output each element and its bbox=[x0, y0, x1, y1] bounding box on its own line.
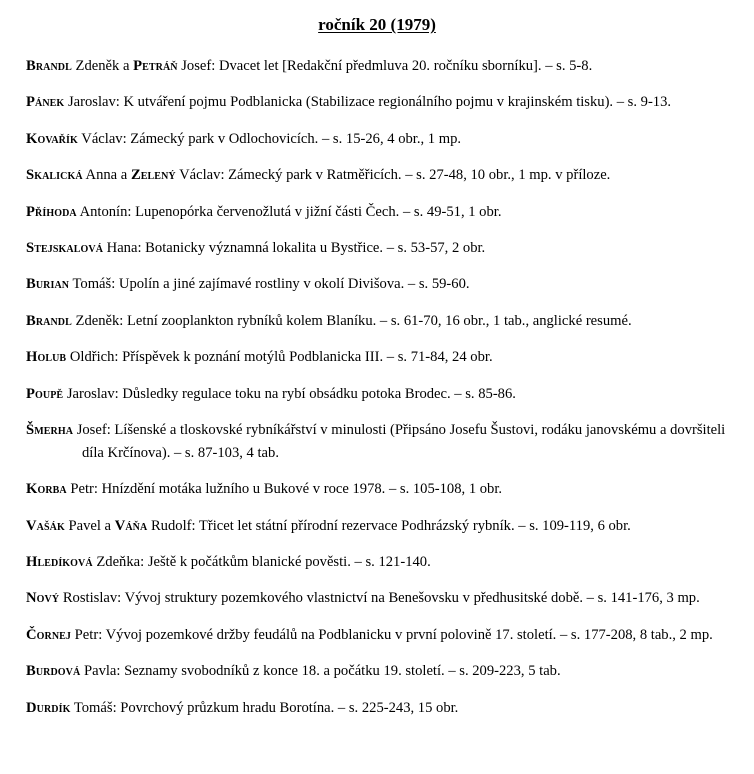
author-surname: Brandl bbox=[26, 312, 72, 329]
author-surname: Stejskalová bbox=[26, 239, 104, 256]
bibliography-entry bbox=[26, 55, 750, 78]
entry-text: Antonín: Lupenopórka červenožlutá v jižní části Čech. – s. 49-51, 1 obr. bbox=[76, 203, 502, 220]
volume-title-text: ročník 20 (1979) bbox=[318, 15, 436, 34]
author-surname: Poupě bbox=[26, 385, 64, 402]
author-surname: Příhoda bbox=[26, 203, 77, 220]
bibliography-entry bbox=[26, 551, 750, 574]
bibliography-entry bbox=[26, 128, 750, 151]
entry-text: Zdeněk a bbox=[71, 58, 134, 74]
bibliography-entry bbox=[26, 478, 750, 501]
entry-text: Rudolf: Třicet let státní přírodní rezervace Podhrázský rybník. – s. 109-119, 6 obr. bbox=[147, 517, 631, 534]
author-surname: Nový bbox=[26, 590, 60, 607]
bibliography-list bbox=[26, 55, 750, 733]
author-surname: Holub bbox=[26, 349, 67, 366]
bibliography-entry bbox=[26, 201, 750, 224]
author-surname: Skalická bbox=[26, 167, 83, 184]
entry-text: Petr: Vývoj pozemkové držby feudálů na Podblanicku v první polovině 17. století. – s. 177-208, 8 tab., 2 mp. bbox=[71, 626, 713, 643]
bibliography-entry bbox=[26, 91, 750, 114]
author-surname: Hledíková bbox=[26, 554, 93, 571]
bibliography-entry bbox=[26, 587, 750, 610]
bibliography-entry bbox=[26, 237, 750, 260]
bibliography-entry bbox=[26, 697, 750, 720]
bibliography-entry bbox=[26, 164, 750, 187]
author-surname: Petráň bbox=[133, 58, 178, 74]
author-surname: Čornej bbox=[26, 626, 72, 643]
bibliography-entry bbox=[26, 346, 750, 369]
entry-text: Tomáš: Upolín a jiné zajímavé rostliny v okolí Divišova. – s. 59-60. bbox=[69, 276, 470, 293]
author-surname: Korba bbox=[26, 481, 67, 498]
author-surname: Pánek bbox=[26, 94, 65, 111]
author-surname: Brandl bbox=[26, 58, 72, 74]
author-surname: Váňa bbox=[114, 517, 148, 534]
author-surname: Šmerha bbox=[26, 421, 74, 438]
bibliography-entry bbox=[26, 310, 750, 333]
author-surname: Burian bbox=[26, 276, 70, 293]
bibliography-entry bbox=[26, 624, 750, 647]
entry-text: Josef: Dvacet let [Redakční předmluva 20. ročníku sborníku]. – s. 5-8. bbox=[177, 58, 593, 74]
author-surname: Durdík bbox=[26, 699, 71, 716]
entry-text: Václav: Zámecký park v Odlochovicích. – s. 15-26, 4 obr., 1 mp. bbox=[77, 130, 462, 147]
entry-text: Jaroslav: Důsledky regulace toku na rybí obsádku potoka Brodec. – s. 85-86. bbox=[63, 385, 516, 402]
bibliography-entry bbox=[26, 273, 750, 296]
entry-text: Anna a bbox=[82, 167, 131, 184]
entry-text: Tomáš: Povrchový průzkum hradu Borotína. – s. 225-243, 15 obr. bbox=[70, 699, 459, 716]
entry-text: Josef: Líšenské a tloskovské rybníkářství v minulosti (Připsáno Josefu Šustovi, rodáku janovskému a dovršiteli díla Krčínova). – s. 87-103, 4 tab. bbox=[73, 421, 726, 461]
entry-text: Rostislav: Vývoj struktury pozemkového vlastnictví na Benešovsku v předhusitské době. – s. 141-176, 3 mp. bbox=[59, 590, 700, 607]
author-surname: Burdová bbox=[26, 663, 81, 680]
author-surname: Zelený bbox=[130, 167, 176, 184]
entry-text: Pavla: Seznamy svobodníků z konce 18. a počátku 19. století. – s. 209-223, 5 tab. bbox=[80, 663, 561, 680]
entry-text: Zdeňka: Ještě k počátkům blanické pověsti. – s. 121-140. bbox=[92, 554, 431, 571]
entry-text: Václav: Zámecký park v Ratměřicích. – s. 27-48, 10 obr., 1 mp. v příloze. bbox=[175, 167, 611, 184]
entry-text: Pavel a bbox=[64, 517, 115, 534]
author-surname: Vašák bbox=[26, 517, 65, 534]
entry-text: Zdeněk: Letní zooplankton rybníků kolem Blaníku. – s. 61-70, 16 obr., 1 tab., anglické resumé. bbox=[71, 312, 632, 329]
volume-title bbox=[0, 14, 754, 36]
entry-text: Petr: Hnízdění motáka lužního u Bukové v roce 1978. – s. 105-108, 1 obr. bbox=[66, 481, 503, 498]
bibliography-entry bbox=[26, 515, 750, 538]
author-surname: Kovařík bbox=[26, 130, 78, 147]
entry-text: Oldřich: Příspěvek k poznání motýlů Podblanicka III. – s. 71-84, 24 obr. bbox=[66, 349, 493, 366]
bibliography-entry bbox=[26, 660, 750, 683]
entry-text: Jaroslav: K utváření pojmu Podblanicka (Stabilizace regionálního pojmu v krajinském tisku). – s. 9-13. bbox=[64, 94, 672, 111]
bibliography-entry bbox=[26, 419, 750, 465]
entry-text: Hana: Botanicky významná lokalita u Bystřice. – s. 53-57, 2 obr. bbox=[103, 239, 486, 256]
bibliography-entry bbox=[26, 383, 750, 406]
